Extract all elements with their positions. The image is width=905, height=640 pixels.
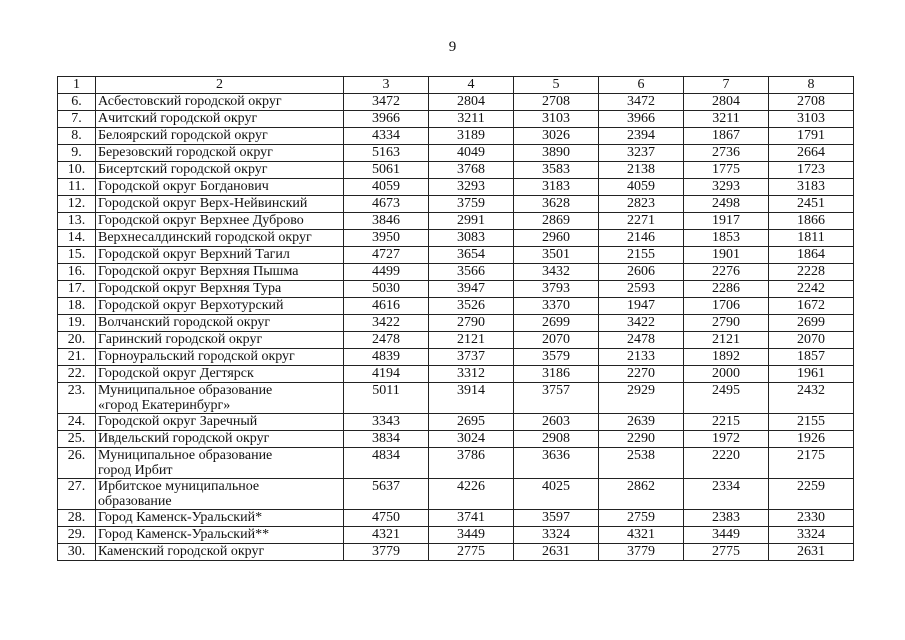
municipality-name-line: образование	[98, 494, 172, 509]
value-cell-col-5: 2699	[514, 315, 599, 332]
table-row	[58, 431, 854, 448]
municipality-name-line: «город Екатеринбург»	[98, 398, 231, 413]
table-row	[58, 448, 854, 479]
value-cell-col-6: 2155	[599, 247, 684, 264]
municipality-name	[96, 414, 344, 431]
municipality-name	[96, 128, 344, 145]
value-cell-col-8: 1811	[769, 230, 854, 247]
value-cell-col-3: 4059	[344, 179, 429, 196]
value-cell-col-7: 1775	[684, 162, 769, 179]
value-cell-col-6: 2271	[599, 213, 684, 230]
municipality-name-line: Волчанский городской округ	[98, 315, 271, 330]
table-row	[58, 366, 854, 383]
value-cell-col-7: 1892	[684, 349, 769, 366]
value-cell-col-3: 3966	[344, 111, 429, 128]
value-cell-col-4: 4226	[429, 479, 514, 510]
value-cell-col-4: 3083	[429, 230, 514, 247]
municipality-name-line: Город Каменск-Уральский**	[98, 527, 270, 542]
municipality-name-line: Город Каменск-Уральский*	[98, 510, 263, 525]
municipality-name	[96, 230, 344, 247]
value-cell-col-6: 2823	[599, 196, 684, 213]
row-number: 10.	[58, 162, 96, 179]
municipality-name	[96, 479, 344, 510]
value-cell-col-5: 2070	[514, 332, 599, 349]
municipality-name-line: Ачитский городской округ	[98, 111, 258, 126]
value-cell-col-4: 2121	[429, 332, 514, 349]
value-cell-col-6: 3966	[599, 111, 684, 128]
value-cell-col-3: 4499	[344, 264, 429, 281]
value-cell-col-7: 3293	[684, 179, 769, 196]
value-cell-col-3: 2478	[344, 332, 429, 349]
table-body	[58, 94, 854, 561]
value-cell-col-4: 3768	[429, 162, 514, 179]
value-cell-col-6: 3237	[599, 145, 684, 162]
value-cell-col-7: 2804	[684, 94, 769, 111]
municipality-name	[96, 247, 344, 264]
value-cell-col-4: 3741	[429, 510, 514, 527]
table-row	[58, 383, 854, 414]
value-cell-col-6: 3779	[599, 544, 684, 561]
municipality-name	[96, 349, 344, 366]
value-cell-col-7: 2334	[684, 479, 769, 510]
value-cell-col-3: 3472	[344, 94, 429, 111]
table-row	[58, 281, 854, 298]
row-number: 15.	[58, 247, 96, 264]
value-cell-col-6: 4321	[599, 527, 684, 544]
municipality-name	[96, 431, 344, 448]
value-cell-col-3: 3422	[344, 315, 429, 332]
value-cell-col-6: 2862	[599, 479, 684, 510]
municipality-name	[96, 298, 344, 315]
column-header: 6	[599, 77, 684, 94]
value-cell-col-8: 3324	[769, 527, 854, 544]
municipality-name	[96, 527, 344, 544]
value-cell-col-8: 2259	[769, 479, 854, 510]
value-cell-col-5: 2631	[514, 544, 599, 561]
table-row	[58, 128, 854, 145]
value-cell-col-7: 1867	[684, 128, 769, 145]
value-cell-col-5: 3370	[514, 298, 599, 315]
row-number: 19.	[58, 315, 96, 332]
row-number: 13.	[58, 213, 96, 230]
municipality-name-line: Ирбитское муниципальное	[98, 479, 260, 494]
municipality-name	[96, 213, 344, 230]
row-number: 22.	[58, 366, 96, 383]
row-number: 30.	[58, 544, 96, 561]
value-cell-col-7: 2775	[684, 544, 769, 561]
municipality-name	[96, 264, 344, 281]
value-cell-col-8: 1723	[769, 162, 854, 179]
value-cell-col-3: 4834	[344, 448, 429, 479]
row-number: 20.	[58, 332, 96, 349]
value-cell-col-7: 2215	[684, 414, 769, 431]
municipality-name-line: Березовский городской округ	[98, 145, 273, 160]
value-cell-col-7: 3449	[684, 527, 769, 544]
value-cell-col-8: 2155	[769, 414, 854, 431]
value-cell-col-8: 2664	[769, 145, 854, 162]
municipality-name	[96, 448, 344, 479]
value-cell-col-7: 2383	[684, 510, 769, 527]
table-row	[58, 332, 854, 349]
row-number: 7.	[58, 111, 96, 128]
value-cell-col-3: 4727	[344, 247, 429, 264]
row-number: 23.	[58, 383, 96, 414]
value-cell-col-6: 2394	[599, 128, 684, 145]
value-cell-col-5: 3793	[514, 281, 599, 298]
page-number: 9	[448, 39, 457, 55]
table-row	[58, 315, 854, 332]
value-cell-col-4: 2775	[429, 544, 514, 561]
value-cell-col-5: 3026	[514, 128, 599, 145]
value-cell-col-5: 3890	[514, 145, 599, 162]
value-cell-col-3: 3343	[344, 414, 429, 431]
value-cell-col-6: 3472	[599, 94, 684, 111]
value-cell-col-3: 3779	[344, 544, 429, 561]
value-cell-col-7: 1706	[684, 298, 769, 315]
value-cell-col-8: 1672	[769, 298, 854, 315]
column-header: 4	[429, 77, 514, 94]
data-table	[57, 76, 854, 561]
value-cell-col-3: 5011	[344, 383, 429, 414]
row-number: 12.	[58, 196, 96, 213]
column-header: 1	[58, 77, 96, 94]
value-cell-col-5: 3628	[514, 196, 599, 213]
value-cell-col-7: 1853	[684, 230, 769, 247]
table-row	[58, 111, 854, 128]
value-cell-col-7: 2286	[684, 281, 769, 298]
table-row	[58, 510, 854, 527]
value-cell-col-8: 1866	[769, 213, 854, 230]
value-cell-col-6: 2538	[599, 448, 684, 479]
value-cell-col-6: 2133	[599, 349, 684, 366]
row-number: 18.	[58, 298, 96, 315]
row-number: 25.	[58, 431, 96, 448]
row-number: 29.	[58, 527, 96, 544]
column-header: 7	[684, 77, 769, 94]
value-cell-col-8: 1961	[769, 366, 854, 383]
value-cell-col-8: 2175	[769, 448, 854, 479]
value-cell-col-3: 4334	[344, 128, 429, 145]
municipality-name-line: Городской округ Верхняя Тура	[98, 281, 282, 296]
value-cell-col-8: 1857	[769, 349, 854, 366]
value-cell-col-4: 3786	[429, 448, 514, 479]
row-number: 8.	[58, 128, 96, 145]
value-cell-col-3: 4194	[344, 366, 429, 383]
table-row	[58, 264, 854, 281]
municipality-name	[96, 94, 344, 111]
value-cell-col-3: 5163	[344, 145, 429, 162]
row-number: 14.	[58, 230, 96, 247]
municipality-name-line: Городской округ Верхнее Дуброво	[98, 213, 304, 228]
value-cell-col-4: 3759	[429, 196, 514, 213]
value-cell-col-8: 1791	[769, 128, 854, 145]
value-cell-col-5: 3183	[514, 179, 599, 196]
value-cell-col-8: 3183	[769, 179, 854, 196]
value-cell-col-3: 5637	[344, 479, 429, 510]
value-cell-col-5: 3597	[514, 510, 599, 527]
table-row	[58, 414, 854, 431]
municipality-name	[96, 179, 344, 196]
value-cell-col-8: 2699	[769, 315, 854, 332]
value-cell-col-8: 1864	[769, 247, 854, 264]
value-cell-col-5: 3186	[514, 366, 599, 383]
value-cell-col-8: 2631	[769, 544, 854, 561]
value-cell-col-7: 2790	[684, 315, 769, 332]
value-cell-col-7: 2276	[684, 264, 769, 281]
municipality-name	[96, 510, 344, 527]
value-cell-col-8: 2070	[769, 332, 854, 349]
value-cell-col-3: 3834	[344, 431, 429, 448]
table-row	[58, 527, 854, 544]
value-cell-col-8: 2451	[769, 196, 854, 213]
municipality-name	[96, 332, 344, 349]
value-cell-col-8: 3103	[769, 111, 854, 128]
value-cell-col-3: 5061	[344, 162, 429, 179]
value-cell-col-7: 2736	[684, 145, 769, 162]
value-cell-col-3: 4321	[344, 527, 429, 544]
value-cell-col-8: 2708	[769, 94, 854, 111]
table-row	[58, 544, 854, 561]
value-cell-col-4: 3312	[429, 366, 514, 383]
table-row	[58, 145, 854, 162]
value-cell-col-5: 3324	[514, 527, 599, 544]
value-cell-col-5: 3579	[514, 349, 599, 366]
value-cell-col-6: 2478	[599, 332, 684, 349]
municipality-name-line: Гаринский городской округ	[98, 332, 263, 347]
value-cell-col-7: 2498	[684, 196, 769, 213]
value-cell-col-4: 3526	[429, 298, 514, 315]
value-cell-col-4: 3449	[429, 527, 514, 544]
value-cell-col-4: 3024	[429, 431, 514, 448]
value-cell-col-5: 2708	[514, 94, 599, 111]
value-cell-col-6: 2290	[599, 431, 684, 448]
value-cell-col-4: 2804	[429, 94, 514, 111]
municipality-name-line: Муниципальное образование	[98, 383, 273, 398]
value-cell-col-5: 2603	[514, 414, 599, 431]
municipality-name-line: Городской округ Верхняя Пышма	[98, 264, 299, 279]
value-cell-col-6: 2270	[599, 366, 684, 383]
municipality-name-line: Верхнесалдинский городской округ	[98, 230, 312, 245]
value-cell-col-3: 4839	[344, 349, 429, 366]
value-cell-col-4: 3914	[429, 383, 514, 414]
value-cell-col-4: 2695	[429, 414, 514, 431]
table-row	[58, 213, 854, 230]
municipality-name-line: Городской округ Верхний Тагил	[98, 247, 290, 262]
value-cell-col-4: 4049	[429, 145, 514, 162]
value-cell-col-6: 3422	[599, 315, 684, 332]
value-cell-col-4: 3654	[429, 247, 514, 264]
table-row	[58, 162, 854, 179]
value-cell-col-3: 4616	[344, 298, 429, 315]
value-cell-col-7: 3211	[684, 111, 769, 128]
value-cell-col-3: 3846	[344, 213, 429, 230]
row-number: 24.	[58, 414, 96, 431]
municipality-name	[96, 544, 344, 561]
municipality-name	[96, 315, 344, 332]
column-header: 2	[96, 77, 344, 94]
value-cell-col-7: 2000	[684, 366, 769, 383]
row-number: 26.	[58, 448, 96, 479]
municipality-name	[96, 111, 344, 128]
value-cell-col-7: 1972	[684, 431, 769, 448]
value-cell-col-5: 3636	[514, 448, 599, 479]
value-cell-col-4: 3947	[429, 281, 514, 298]
row-number: 6.	[58, 94, 96, 111]
value-cell-col-5: 4025	[514, 479, 599, 510]
value-cell-col-5: 2869	[514, 213, 599, 230]
municipality-name-line: Горноуральский городской округ	[98, 349, 295, 364]
row-number: 9.	[58, 145, 96, 162]
value-cell-col-6: 2593	[599, 281, 684, 298]
column-header: 8	[769, 77, 854, 94]
value-cell-col-5: 3501	[514, 247, 599, 264]
municipality-name-line: Городской округ Дегтярск	[98, 366, 254, 381]
municipality-name-line: Бисертский городской округ	[98, 162, 268, 177]
value-cell-col-6: 4059	[599, 179, 684, 196]
table-row	[58, 479, 854, 510]
municipality-name-line: Муниципальное образование	[98, 448, 273, 463]
column-header: 5	[514, 77, 599, 94]
value-cell-col-8: 2242	[769, 281, 854, 298]
value-cell-col-4: 3189	[429, 128, 514, 145]
value-cell-col-5: 3103	[514, 111, 599, 128]
value-cell-col-5: 3757	[514, 383, 599, 414]
municipality-name-line: Асбестовский городской округ	[98, 94, 282, 109]
table-row	[58, 94, 854, 111]
value-cell-col-5: 2908	[514, 431, 599, 448]
value-cell-col-5: 2960	[514, 230, 599, 247]
row-number: 28.	[58, 510, 96, 527]
value-cell-col-3: 4750	[344, 510, 429, 527]
municipality-name-line: Городской округ Верх-Нейвинский	[98, 196, 308, 211]
municipality-name	[96, 383, 344, 414]
value-cell-col-6: 2146	[599, 230, 684, 247]
row-number: 27.	[58, 479, 96, 510]
value-cell-col-5: 3432	[514, 264, 599, 281]
table-row	[58, 349, 854, 366]
value-cell-col-3: 3950	[344, 230, 429, 247]
column-header: 3	[344, 77, 429, 94]
value-cell-col-4: 3293	[429, 179, 514, 196]
value-cell-col-7: 2121	[684, 332, 769, 349]
value-cell-col-4: 2790	[429, 315, 514, 332]
value-cell-col-6: 2639	[599, 414, 684, 431]
municipality-name-line: город Ирбит	[98, 463, 173, 478]
value-cell-col-5: 3583	[514, 162, 599, 179]
row-number: 16.	[58, 264, 96, 281]
header-row	[58, 77, 854, 94]
municipality-name	[96, 366, 344, 383]
value-cell-col-3: 4673	[344, 196, 429, 213]
municipality-name-line: Городской округ Заречный	[98, 414, 258, 429]
municipality-name	[96, 281, 344, 298]
value-cell-col-6: 2929	[599, 383, 684, 414]
value-cell-col-8: 2228	[769, 264, 854, 281]
value-cell-col-6: 2606	[599, 264, 684, 281]
value-cell-col-4: 3566	[429, 264, 514, 281]
table-row	[58, 196, 854, 213]
value-cell-col-8: 1926	[769, 431, 854, 448]
table-row	[58, 230, 854, 247]
municipality-name-line: Городской округ Верхотурский	[98, 298, 284, 313]
municipality-name	[96, 196, 344, 213]
value-cell-col-7: 2220	[684, 448, 769, 479]
table-row	[58, 298, 854, 315]
value-cell-col-7: 2495	[684, 383, 769, 414]
value-cell-col-6: 1947	[599, 298, 684, 315]
value-cell-col-7: 1917	[684, 213, 769, 230]
value-cell-col-3: 5030	[344, 281, 429, 298]
municipality-name-line: Белоярский городской округ	[98, 128, 268, 143]
municipality-name-line: Городской округ Богданович	[98, 179, 269, 194]
table-row	[58, 247, 854, 264]
value-cell-col-4: 2991	[429, 213, 514, 230]
municipality-name	[96, 145, 344, 162]
row-number: 21.	[58, 349, 96, 366]
value-cell-col-6: 2759	[599, 510, 684, 527]
value-cell-col-8: 2432	[769, 383, 854, 414]
municipality-name	[96, 162, 344, 179]
value-cell-col-4: 3737	[429, 349, 514, 366]
value-cell-col-8: 2330	[769, 510, 854, 527]
value-cell-col-7: 1901	[684, 247, 769, 264]
row-number: 17.	[58, 281, 96, 298]
row-number: 11.	[58, 179, 96, 196]
value-cell-col-6: 2138	[599, 162, 684, 179]
value-cell-col-4: 3211	[429, 111, 514, 128]
municipality-name-line: Ивдельский городской округ	[98, 431, 270, 446]
municipality-name-line: Каменский городской округ	[98, 544, 265, 559]
table-row	[58, 179, 854, 196]
